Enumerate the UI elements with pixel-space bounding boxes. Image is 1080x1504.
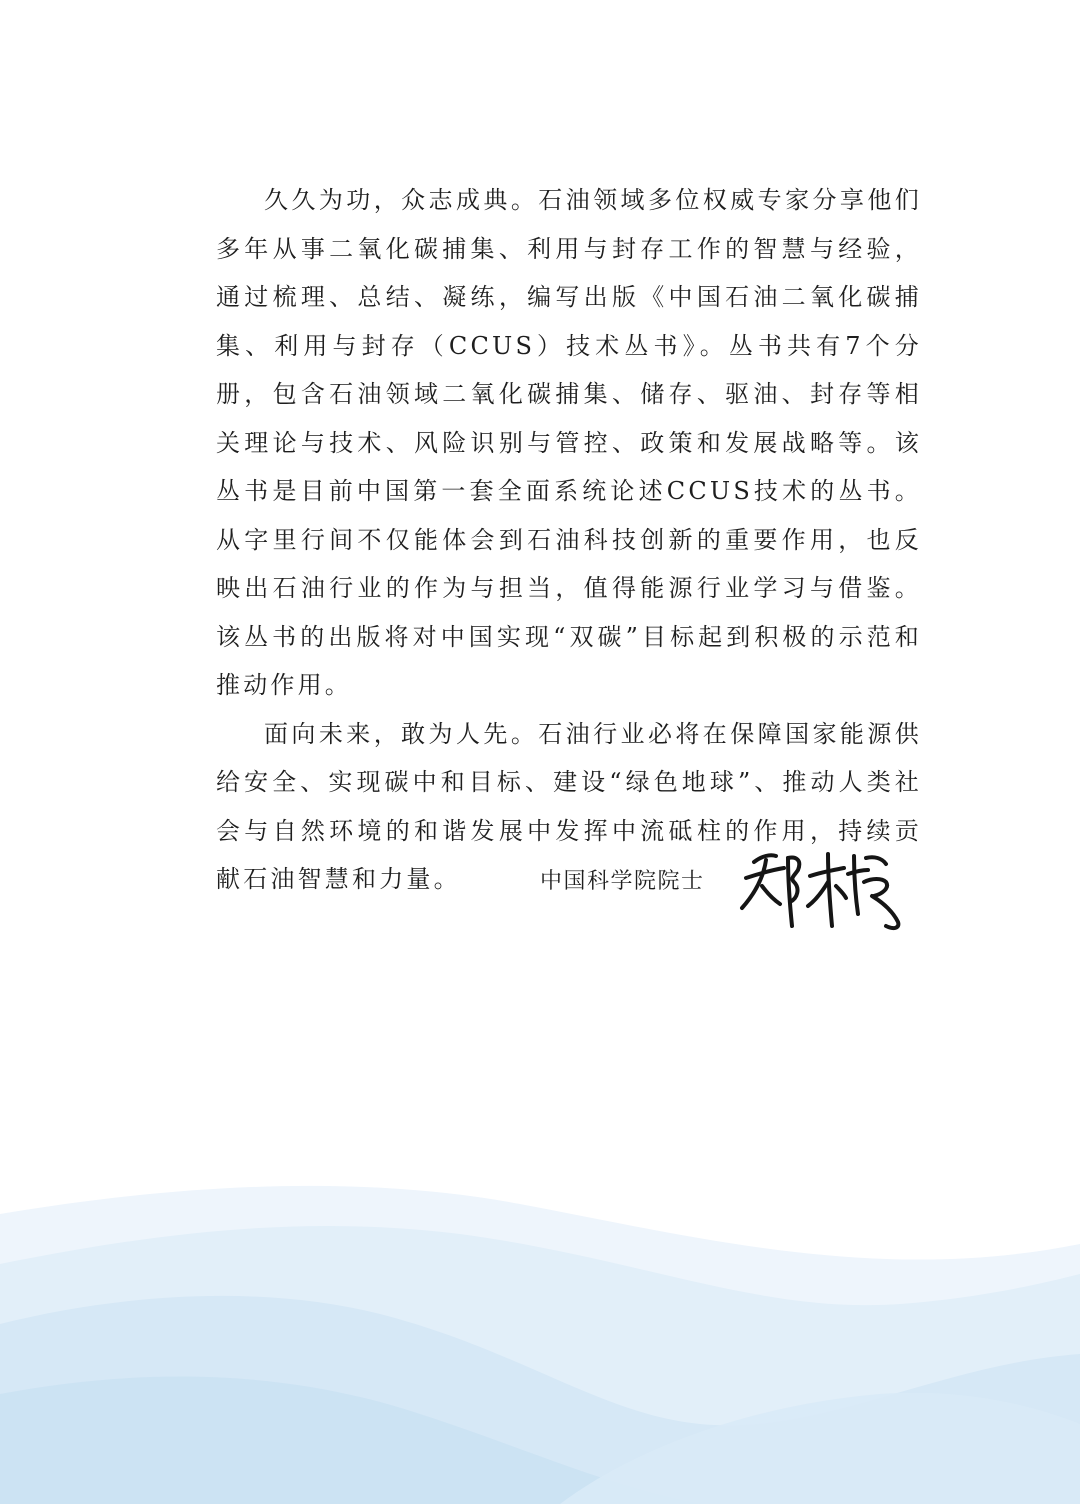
academician-title: 中国科学院院士 — [540, 869, 705, 894]
paragraph-2: 面向未来，敢为人先。石油行业必将在保障国家能源供给安全、实现碳中和目标、建设“绿色地球”、推动人类社会与自然环境的和谐发展中发挥中流砥柱的作用，持续贡献石油智慧和力量。 — [216, 719, 922, 893]
handwritten-signature — [736, 842, 906, 932]
decorative-wave-background — [0, 1174, 1080, 1504]
paragraph-1: 久久为功，众志成典。石油领域多位权威专家分享他们多年从事二氧化碳捕集、利用与封存工作的智慧与经验，通过梳理、总结、凝练，编写出版《中国石油二氧化碳捕集、利用与封存（CCUS）技术丛书》。丛书共有7个分册，包含石油领域二氧化碳捕集、储存、驱油、封存等相关理论与技术、风险识别与管控、政策和发展战略等。该丛书是目前中国第一套全面系统论述CCUS技术的丛书。从字里行间不仅能体会到石油科技创新的重要作用，也反映出石油行业的作为与担当，值得能源行业学习与借鉴。该丛书的出版将对中国实现“双碳”目标起到积极的示范和推动作用。 — [216, 186, 922, 699]
body-text — [216, 176, 922, 904]
signature-block — [540, 842, 920, 942]
